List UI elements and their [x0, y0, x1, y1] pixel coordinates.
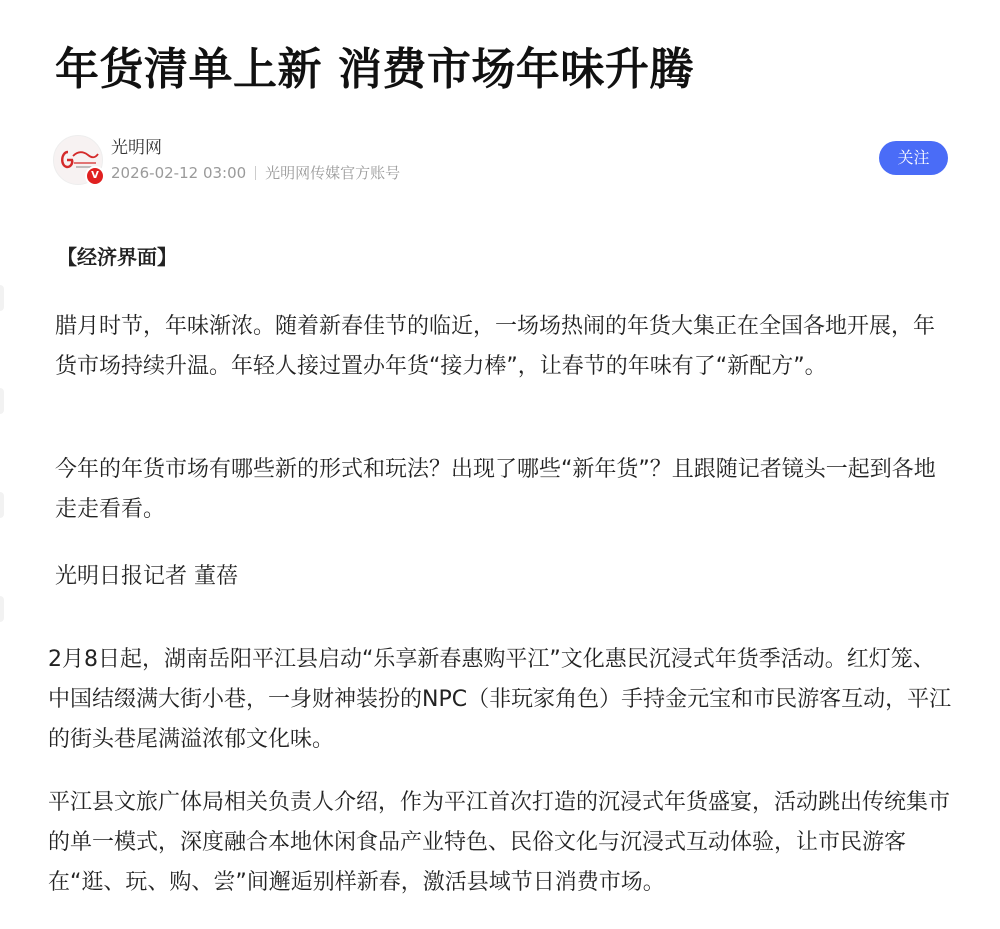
meta-divider — [255, 166, 256, 180]
article-meta — [111, 163, 400, 183]
paragraph-official-quote: 平江县文旅广体局相关负责人介绍，作为平江首次打造的沉浸式年货盛宴，活动跳出传统集市的单一模式，深度融合本地休闲食品产业特色、民俗文化与沉浸式互动体验，让市民游客在“逛、玩、购、尝”间邂逅别样新春，激活县域节日消费市场。 — [48, 790, 951, 895]
paragraph-question: 今年的年货市场有哪些新的形式和玩法？出现了哪些“新年货”？且跟随记者镜头一起到各地走走看看。 — [55, 457, 936, 522]
edge-marker — [0, 492, 4, 518]
publish-time: 2026-02-12 03:00 — [111, 164, 247, 182]
verified-icon: V — [85, 166, 105, 186]
edge-marker — [0, 285, 4, 311]
article-title: 年货清单上新 消费市场年味升腾 — [55, 44, 694, 95]
author-name[interactable]: 光明网 — [111, 138, 162, 158]
edge-marker — [0, 596, 4, 622]
avatar[interactable] — [53, 135, 103, 185]
paragraph-intro: 腊月时节，年味渐浓。随着新春佳节的临近，一场场热闹的年货大集正在全国各地开展，年货市场持续升温。年轻人接过置办年货“接力棒”，让春节的年味有了“新配方”。 — [55, 314, 936, 379]
byline: 光明日报记者 董蓓 — [55, 564, 238, 589]
edge-marker — [0, 388, 4, 414]
paragraph-pingjiang-event: 2月8日起，湖南岳阳平江县启动“乐享新春惠购平江”文化惠民沉浸式年货季活动。红灯笼、中国结缀满大街小巷，一身财神装扮的NPC（非玩家角色）手持金元宝和市民游客互动，平江的街头巷尾满溢浓郁文化味。 — [48, 647, 952, 752]
author-row — [53, 133, 948, 189]
follow-button[interactable]: 关注 — [879, 141, 948, 175]
section-tag: 【经济界面】 — [57, 245, 177, 269]
account-description: 光明网传媒官方账号 — [265, 164, 401, 182]
